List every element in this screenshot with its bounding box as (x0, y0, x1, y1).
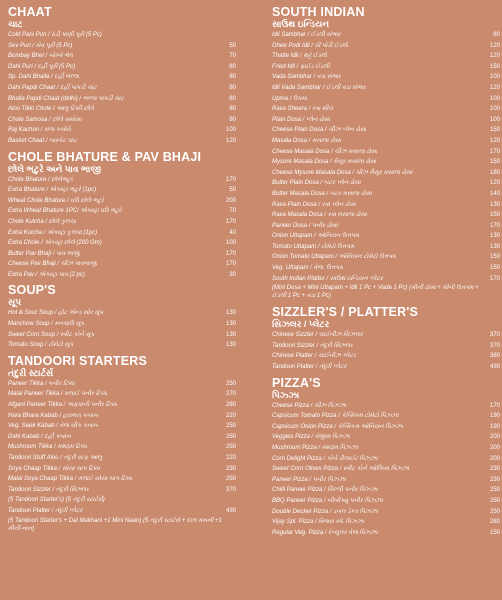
menu-item-name: Cold Pani Puri / ઠંડી પાણી પૂરી (5 Pc) (8, 32, 102, 38)
menu-item (8, 474, 236, 485)
menu-item (8, 259, 236, 270)
section-subtitle: તંદુરી સ્ટાર્ટર્સ (8, 367, 54, 378)
menu-item-price: 130 (225, 342, 236, 349)
menu-item-price: 150 (489, 159, 500, 166)
menu-item-price: 120 (489, 42, 500, 49)
menu-item-price: 200 (489, 434, 500, 441)
menu-item-name: Veg. Uttapam / વેજ. ઉત્તપમ (272, 265, 344, 272)
menu-item-price: 370 (225, 486, 236, 493)
menu-item-price: 250 (225, 380, 236, 387)
menu-item-name: Corn Delight Pizza / કોર્ન ડીલાઈટ પિઝ્ઝા (272, 455, 378, 462)
menu-item (272, 284, 500, 302)
menu-item-name: Onion Tomato Uttapam / ઓનિયન ટોમેટો ઉત્તપમ (272, 254, 397, 261)
menu-item (8, 175, 236, 186)
menu-item (272, 411, 500, 422)
menu-item (8, 379, 236, 390)
menu-item-price: 230 (489, 476, 500, 483)
menu-item (272, 115, 500, 126)
menu-item-price: 170 (489, 402, 500, 409)
menu-item-name: Butter Plain Dosa / બટર પ્લેન ઢોસા (272, 180, 361, 187)
menu-item-name: Fried Idli / ફ્રાઈડ ઈડલી (272, 63, 330, 70)
menu-item-name: BBQ Paneer Pizza / બીબીક્યુ પનીર પિઝ્ઝા (272, 497, 383, 504)
menu-item-name: Double Decker Pizza / ડબલ ડેકર પિઝ્ઝા (272, 508, 378, 515)
menu-item-name: Masala Dosa / મસાલા ઢોસા (272, 137, 342, 144)
menu-item-price: 370 (489, 342, 500, 349)
menu-item-price: 100 (489, 116, 500, 123)
menu-item (272, 178, 500, 189)
menu-item (272, 210, 500, 221)
menu-item (8, 517, 236, 535)
menu-item-name: Cheese Pizza / ચીઝ પિઝ્ઝા (272, 402, 347, 409)
menu-item-price: 190 (489, 413, 500, 420)
menu-item (8, 389, 236, 400)
menu-item-name: Raj Kachori / રાજ કચોરી (8, 127, 72, 134)
menu-item-price: 170 (489, 148, 500, 155)
menu-item (8, 62, 236, 73)
menu-item-price: 120 (489, 53, 500, 60)
menu-item-name: Bhalla Papdi Chaat (delhi) / ભલ્લા પાપડી ચાટ (8, 95, 125, 102)
menu-item-name: Chilli Paneer Pizza / ચિલ્લી પનીર પિઝ્ઝા (272, 487, 378, 494)
menu-item-name: Hara Bhara Kabab / હરાભરા કબાબ (8, 412, 98, 419)
menu-item (272, 94, 500, 105)
menu-section-soup-s (8, 284, 236, 350)
menu-item-name: Idli Sambhar / ઈડલી સંભાર (272, 32, 341, 38)
menu-item (272, 274, 500, 285)
menu-item (8, 94, 236, 105)
menu-item (8, 330, 236, 341)
section-subtitle: પિઝ્ઝા (272, 389, 300, 400)
menu-item-name: Dahi Puri / દહીં પૂરી (5 Pc) (8, 63, 76, 70)
menu-item-name: Extra Bhature / એક્સ્ટ્રા ભટુરે (1pc) (8, 187, 97, 194)
menu-item-name: Aloo Tikki Chole / આલુ ટિક્કી છોલે (8, 106, 95, 113)
menu-item-name: Chole Samosa / છોલે સમોસા (8, 116, 82, 123)
menu-item-name: Chole Bhature / છોલેભટુરે (8, 176, 74, 183)
menu-item-name: Regular Veg. Pizza / રેગ્યુલર વેજ પિઝ્ઝા (272, 529, 378, 536)
section-subtitle: સૂપ (8, 297, 22, 308)
menu-item (272, 62, 500, 73)
menu-item (272, 443, 500, 454)
menu-item-price: 80 (229, 74, 236, 81)
menu-item-price: 280 (225, 402, 236, 409)
menu-item-name: Butter Pav Bhaji / પાવ ભાજી (8, 250, 81, 257)
menu-item (272, 136, 500, 147)
right-column (272, 6, 500, 542)
menu-item-price: 80 (229, 84, 236, 91)
menu-item-price: 250 (225, 423, 236, 430)
menu-item (272, 72, 500, 83)
menu-item-price: 80 (229, 95, 236, 102)
menu-item-price: 100 (489, 106, 500, 113)
menu-item-name: Tomato Soup / ટોમેટો સૂપ (8, 342, 74, 349)
menu-item-name: Cheese Masala Dosa / ચીઝ મસાલા ઢોસા (272, 148, 378, 155)
menu-item-name: Veggies Pizza / વેજીસ પિઝ્ઝા (272, 434, 351, 441)
menu-item-price: 380 (489, 353, 500, 360)
menu-item-price: 230 (489, 466, 500, 473)
menu-item (272, 157, 500, 168)
menu-item-name: Tandoori Sizzler / તંદુરી સિઝલર (272, 342, 354, 349)
menu-item-name: Mysore Masala Dosa / મૈસૂર મસાલા ઢોસા (272, 159, 377, 166)
menu-item-name: Sev Puri / સેવ પૂરી (5 Pc) (8, 42, 73, 49)
menu-item (8, 464, 236, 475)
menu-item-price: 70 (229, 53, 236, 60)
menu-item (8, 238, 236, 249)
left-column (8, 6, 236, 539)
menu-item (8, 104, 236, 115)
menu-item-name: Extra Kulcha / એક્સ્ટ્રા કુલચા (1pc) (8, 229, 98, 236)
menu-item-price: 170 (225, 250, 236, 257)
menu-item-price: 250 (489, 497, 500, 504)
menu-section-chole-bhature-pav-bhaji (8, 151, 236, 281)
menu-item-price: 170 (225, 261, 236, 268)
menu-item (8, 72, 236, 83)
section-subtitle: સિઝલર / પ્લેટર (272, 319, 330, 330)
menu-item (272, 125, 500, 136)
menu-section-chaat (8, 6, 236, 147)
menu-item (272, 231, 500, 242)
menu-item-price: 80 (229, 63, 236, 70)
menu-item-name: Onion Uttapam / ઓનિયન ઉત્તપમ (272, 233, 360, 240)
menu-item-name: Capsicum Tomato Pizza / કેપ્સિકમ ટોમેટો પિઝ્ઝા (272, 413, 399, 420)
menu-item-name: Tandoori Sizzler / તંદુરી સિઝલર (8, 486, 90, 493)
menu-item (8, 319, 236, 330)
menu-item-price: 150 (489, 265, 500, 272)
menu-item-name: Dahi Kabab / દહીં કબાબ (8, 433, 71, 440)
menu-item-name: Thatte Idli / થટ્ટે ઈડલી (272, 53, 328, 60)
menu-item (8, 442, 236, 453)
menu-item-price: 190 (489, 423, 500, 430)
menu-item-price: 130 (489, 233, 500, 240)
menu-item (8, 400, 236, 411)
menu-item (8, 506, 236, 517)
menu-item (8, 421, 236, 432)
menu-item (8, 495, 236, 506)
menu-item-name: Sp. Dahi Bhalla / દહીં ભલ્લા (8, 74, 80, 81)
menu-item-name: Tandoori Stuff Aloo / તંદુરી સ્ટફ આલુ (8, 455, 102, 461)
menu-section-tandoori-starters (8, 355, 236, 535)
menu-item-price: 80 (493, 32, 500, 38)
menu-item (272, 51, 500, 62)
menu-item-name: Extra Wheat Bhature 1PC/ એક્સ્ટ્રા ઘઉં ભટુરે (8, 208, 122, 215)
menu-item-price: 250 (225, 433, 236, 440)
menu-item-name: Plain Dosa / પ્લેન ઢોસા (272, 116, 331, 123)
menu-item (8, 185, 236, 196)
menu-item-name: Wheat Chole Bhature / ઘઉં છોલે ભટુરે (8, 197, 105, 204)
section-title: SOUTH INDIAN (272, 5, 365, 19)
menu-item-price: 130 (225, 321, 236, 328)
menu-item-price: 120 (489, 180, 500, 187)
menu-item (8, 485, 236, 496)
menu-item-price: 140 (489, 190, 500, 197)
section-title: PIZZA'S (272, 375, 321, 390)
menu-item-name: Malai Soya Chaap Tikka / મલાઈ સોયા ચાપ ટિક્કા (8, 476, 133, 483)
menu-item-name: Sweet Corn Olives Pizza / સ્વીટ કોર્ન ઓલિવ્સ પિઝ્ઝા (272, 466, 410, 473)
menu-item-price: 200 (489, 445, 500, 451)
menu-item (272, 83, 500, 94)
menu-item-name: Paneer Dosa / પનીર ઢોસા (272, 222, 338, 229)
menu-item-name: Malai Paneer Tikka / મલાઈ પનીર ટિક્કા (8, 391, 108, 398)
menu-item-price: 120 (489, 137, 500, 144)
menu-item (272, 147, 500, 158)
menu-item-name: Chinese Sizzler / ચાઈનીઝ સિઝલર (272, 332, 363, 339)
menu-item-name: Rava Sheera / રવા શીરા (272, 106, 333, 113)
menu-item-price: 70 (229, 208, 236, 215)
menu-item (272, 200, 500, 211)
menu-item-price: 270 (225, 391, 236, 398)
menu-item (272, 507, 500, 518)
menu-item-price: 250 (489, 508, 500, 515)
menu-item-name: Extra Pav / એક્સ્ટ્રા પાવ (2 pc) (8, 271, 85, 278)
menu-item-price: 120 (225, 137, 236, 144)
menu-item-name: Dahi Papdi Chaat / દહીં પાપડી ચાટ (8, 84, 97, 91)
menu-section-pizza-s (272, 377, 500, 539)
menu-item (272, 252, 500, 263)
menu-item-name: Capsicum Onion Pizza / કેપ્સિકમ ઓનિયન પિઝ્ઝા (272, 423, 404, 430)
menu-item-name: Extra Chole / એક્સ્ટ્રા છોલે (200 Gm) (8, 240, 102, 247)
menu-item (272, 41, 500, 52)
menu-item-name: Chinese Platter / ચાઈનીઝ પ્લેટર (272, 353, 357, 360)
menu-item-name: Paneer Pizza / પનીર પિઝ્ઝા (272, 476, 346, 483)
menu-item-name: (5 Tandoori Starter's + Dal Makhani +1 Mini Naan) (5 તંદુરી સ્ટાર્ટર્સ + દાલ મખની +1 મીની નાન) (8, 517, 222, 532)
menu-item (272, 104, 500, 115)
menu-item-price: 80 (229, 116, 236, 123)
menu-item-price: 50 (229, 187, 236, 194)
menu-item (272, 168, 500, 179)
menu-item-name: Tomato Uttapam / ટોમેટો ઉત્તપમ (272, 243, 355, 250)
section-title: SIZZLER'S / PLATTER'S (272, 305, 419, 320)
menu-item-name: Idli Vada Sambhar / ઈડલી વડા સંભાર (272, 84, 367, 91)
menu-item-price: 180 (489, 169, 500, 176)
menu-item (8, 217, 236, 228)
menu-item-name: Soya Chaap Tikka / સોયા ચાપ ટિક્કા (8, 465, 100, 472)
menu-item-price: 220 (225, 455, 236, 461)
menu-item-name: Paneer Tikka / પનીર ટિક્કા (8, 380, 75, 387)
menu-item-price: 430 (489, 364, 500, 371)
menu-item (8, 340, 236, 351)
menu-item-price: 130 (489, 243, 500, 250)
menu-item-price: 130 (489, 201, 500, 208)
menu-item (272, 485, 500, 496)
menu-item (272, 454, 500, 465)
menu-item (8, 83, 236, 94)
menu-item (8, 228, 236, 239)
menu-item (272, 263, 500, 274)
menu-item-price: 130 (225, 331, 236, 338)
menu-item (8, 308, 236, 319)
menu-item-name: Sweet Corn Soup / સ્વીટ કોર્ન સૂપ (8, 331, 95, 338)
menu-item-price: 230 (225, 465, 236, 472)
menu-item-price: 30 (229, 271, 236, 278)
menu-item (8, 115, 236, 126)
menu-item-name: (Mini Dosa + Mini Uttapam + Idli 1 Pc + Vada 1 Pc) (મીની ઢોસા + મીની ઉત્તપમ + ઈડલી 1 Pc + વડા 1 Pc) (272, 285, 479, 300)
menu-item-name: Ghee Podi Idli / ઘી પોડી ઈડલી (272, 42, 349, 49)
menu-item-price: 100 (225, 240, 236, 247)
menu-item-price: 100 (489, 74, 500, 81)
menu-item-price: 150 (489, 127, 500, 134)
menu-item-price: 100 (489, 95, 500, 102)
menu-item-price: 150 (489, 63, 500, 70)
section-title: SOUP'S (8, 283, 56, 298)
menu-item (8, 196, 236, 207)
section-title: CHOLE BHATURE & PAV BHAJI (8, 149, 202, 164)
menu-item (272, 422, 500, 433)
menu-item-name: (5 Tandoori Starter's) (5 તંદુરી સ્ટાર્ટર્સ) (8, 497, 105, 504)
menu-item-name: Veg. Seek Kabab / વેજ સીક કબાબ (8, 423, 99, 430)
menu-item-name: Vada Sambhar / વડા સંભાર (272, 74, 342, 81)
menu-item-price: 200 (489, 455, 500, 462)
menu-section-south-indian (272, 6, 500, 302)
menu-item-price: 150 (489, 529, 500, 536)
menu-item (272, 362, 500, 373)
menu-item-price: 130 (225, 310, 236, 317)
menu-item (8, 411, 236, 422)
menu-item-name: Hot & Sour Soup / હોટ એન્ડ સોર સૂપ (8, 310, 104, 317)
menu-item (8, 249, 236, 260)
menu-item-price: 150 (489, 254, 500, 261)
menu-item-name: Chole Kulcha / છોલે કુલચા (8, 218, 77, 225)
menu-item-price: 370 (489, 332, 500, 339)
menu-item (272, 351, 500, 362)
menu-item-name: Butter Masala Dosa / બટર મસાલા ઢોસા (272, 190, 372, 197)
menu-item-price: 280 (489, 519, 500, 526)
menu-item (8, 125, 236, 136)
menu-item-name: Cheese Pav Bhaji / ચીઝ પાવભાજી (8, 261, 98, 268)
section-title: CHAAT (8, 5, 52, 19)
menu-item-name: Bombay Bhel / બોમ્બે ભેલ (8, 53, 74, 60)
menu-item (272, 432, 500, 443)
menu-item (272, 30, 500, 41)
menu-item-price: 430 (225, 507, 236, 514)
section-subtitle: ચાટ (8, 19, 23, 29)
menu-item (8, 453, 236, 464)
menu-item-price: 100 (225, 127, 236, 134)
menu-item (272, 475, 500, 486)
section-subtitle: સાઉથ ઇન્ડિયન (272, 19, 330, 29)
menu-item-price: 80 (229, 106, 236, 113)
menu-item-name: Upma / ઉપમા (272, 95, 308, 102)
menu-item-name: Rava Plain Dosa / રવા પ્લેન ઢોસા (272, 201, 356, 208)
menu-item-price: 170 (225, 176, 236, 183)
menu-item-name: Rava Masala Dosa / રવા મસાલા ઢોસા (272, 212, 367, 219)
menu-item-price: 40 (229, 229, 236, 236)
menu-item-name: Tandoori Platter / તંદુરી પ્લેટર (272, 364, 347, 371)
menu-item-name: Basket Chaat / બાસ્કેટ ચાટ (8, 137, 78, 144)
menu-item-name: Mushroom Pizza / મશરૂમ પિઝ્ઝા (272, 445, 358, 451)
menu-item (8, 51, 236, 62)
menu-item-name: Vijay Spl. Pizza / વિજય સ્પે. પિઝ્ઝા (272, 519, 364, 526)
menu-item-price: 150 (489, 212, 500, 219)
menu-section-sizzler-s-platter-s (272, 306, 500, 372)
menu-item-name: Manchow Soup / મનચાઉ સૂપ (8, 321, 85, 328)
menu-item-name: Cheese Plain Dosa / ચીઝ પ્લેન ઢોસા (272, 127, 367, 134)
menu-item (272, 189, 500, 200)
section-title: TANDOORI STARTERS (8, 353, 148, 368)
section-subtitle: છોલે ભટુરે અને પાવ ભાજી (8, 163, 102, 174)
menu-item-price: 170 (489, 222, 500, 229)
menu-item (272, 401, 500, 412)
menu-item-price: 250 (489, 487, 500, 494)
menu-item-name: Tandoori Platter / તંદુરી પ્લેટર (8, 507, 83, 514)
menu-item-price: 220 (225, 412, 236, 419)
menu-item-price: 50 (229, 42, 236, 49)
menu-item (8, 432, 236, 443)
menu-item-name: Cheese Mysore Masala Dosa / ચીઝ મૈસૂર મસાલા ઢોસા (272, 169, 413, 176)
menu-item (8, 136, 236, 147)
menu-item (272, 517, 500, 528)
menu-item-name: South Indian Platter / સાઉથ ઇન્ડિયન પ્લેટર (272, 275, 384, 282)
menu-item (272, 528, 500, 539)
menu-item (272, 496, 500, 507)
menu-item (8, 270, 236, 281)
menu-item-price: 170 (489, 275, 500, 282)
menu-item-price: 170 (225, 218, 236, 225)
menu-item-price: 250 (225, 444, 236, 451)
menu-item-price: 200 (225, 197, 236, 204)
menu-item (272, 242, 500, 253)
menu-item (8, 206, 236, 217)
menu-item (272, 330, 500, 341)
menu-item (8, 30, 236, 41)
menu-item-name: Afgani Paneer Tikka / અફઘાની પનીર ટિક્કા (8, 402, 118, 409)
menu-item (8, 41, 236, 52)
menu-item-name: Mushroom Tikka / મશરૂમ ટિક્કા (8, 444, 87, 451)
menu-item (272, 464, 500, 475)
menu-item (272, 341, 500, 352)
menu-item (272, 221, 500, 232)
menu-item-price: 120 (489, 84, 500, 91)
menu-item-price: 250 (225, 476, 236, 483)
